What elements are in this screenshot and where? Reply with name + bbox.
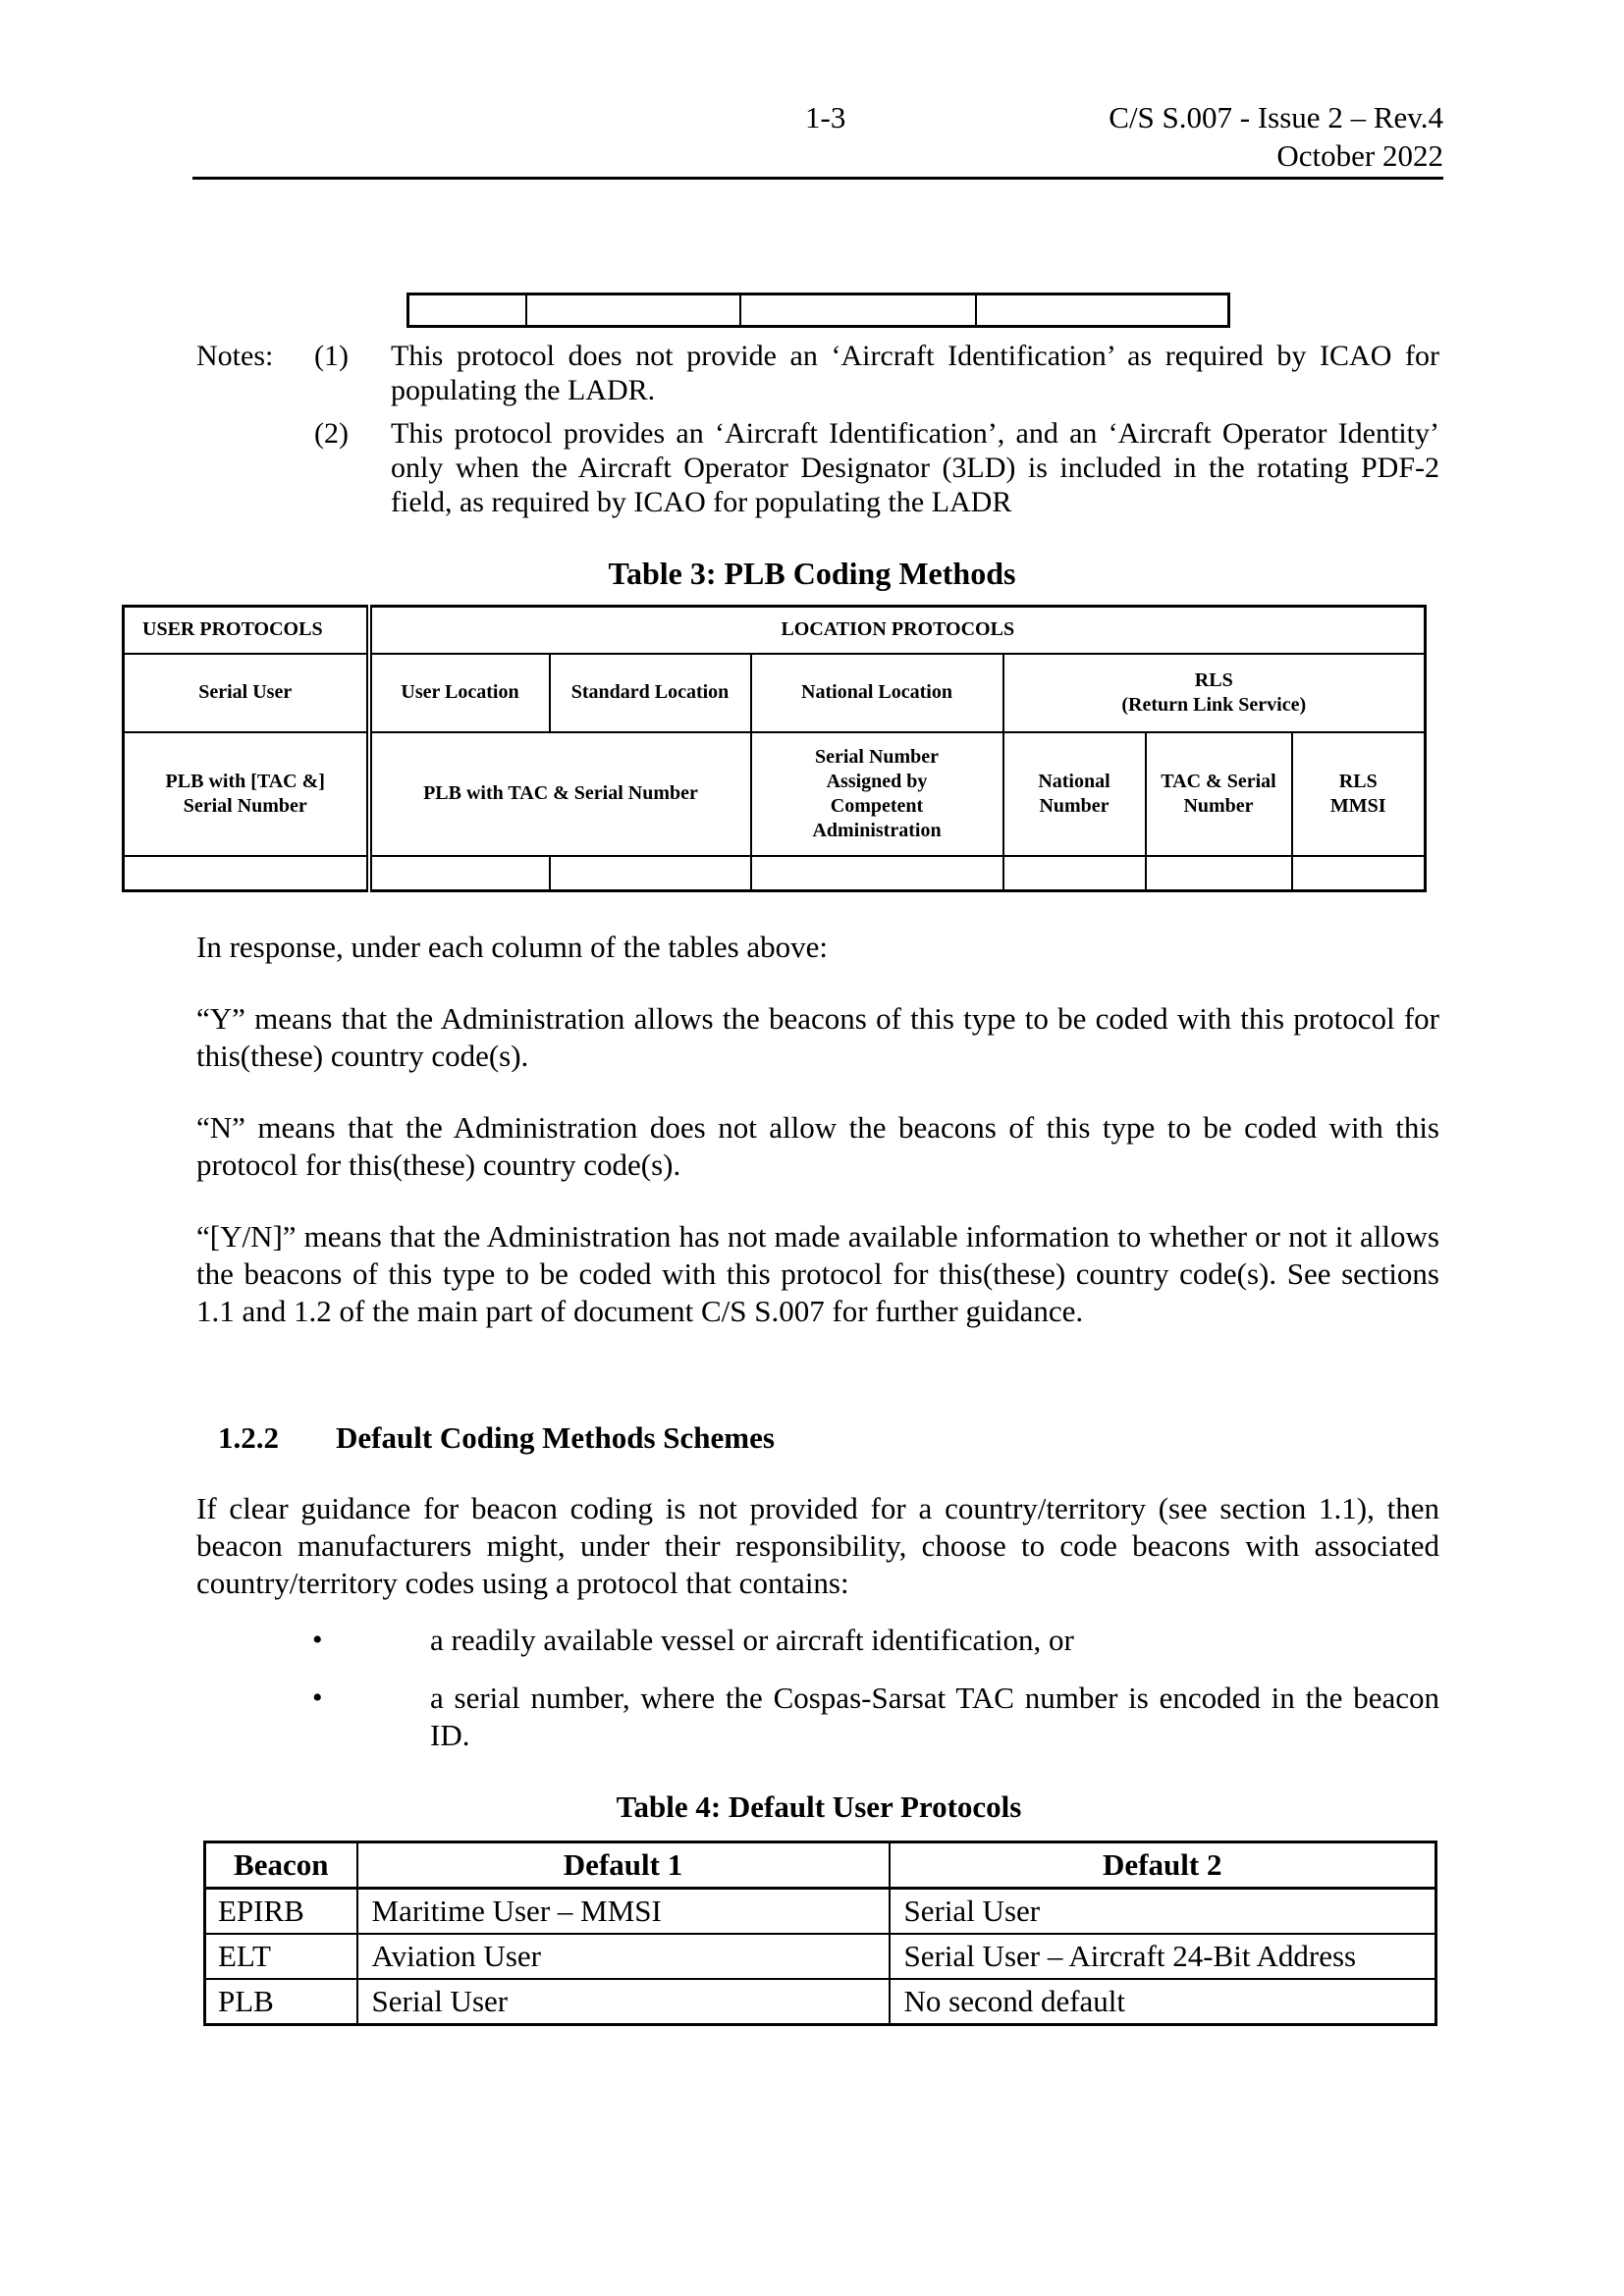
table-cell: No second default bbox=[890, 1979, 1436, 2025]
table-cell: Serial User – Aircraft 24-Bit Address bbox=[890, 1934, 1436, 1979]
plb-with-tac-cell: PLB with TAC & Serial Number bbox=[369, 732, 751, 856]
header-rule bbox=[192, 177, 1443, 180]
rls-subtitle: (Return Link Service) bbox=[1121, 693, 1307, 716]
table-4-caption: Table 4: Default User Protocols bbox=[616, 1789, 1022, 1824]
bullet-1-text: a readily available vessel or aircraft identification, or bbox=[430, 1623, 1074, 1657]
table-cell: Aviation User bbox=[357, 1934, 890, 1979]
document-id: C/S S.007 - Issue 2 – Rev.4 bbox=[1109, 100, 1443, 134]
section-title: Default Coding Methods Schemes bbox=[336, 1420, 775, 1455]
response-y: “Y” means that the Administration allows the beacons of this type to be coded with this protocol for this(these) country code(s). bbox=[196, 1001, 1439, 1073]
user-location-header: User Location bbox=[369, 654, 550, 732]
section-intro: If clear guidance for beacon coding is not provided for a country/territory (see section 1.1), then beacon manufacturers might, under their responsibility, choose to code beacons with associated country/territory codes using a protocol that contains: bbox=[196, 1491, 1439, 1600]
table-cell: EPIRB bbox=[205, 1889, 357, 1935]
notes-label: Notes: bbox=[196, 340, 274, 372]
continued-table-fragment bbox=[406, 293, 1230, 328]
rls-header bbox=[1003, 654, 1426, 732]
plb-coding-methods-table bbox=[122, 605, 1427, 892]
table-row bbox=[205, 1934, 1436, 1979]
response-n: “N” means that the Administration does not allow the beacons of this type to be coded with this protocol for this(these) country code(s). bbox=[196, 1110, 1439, 1182]
document-date: October 2022 bbox=[1276, 138, 1443, 173]
plb-tac-serial-cell: PLB with [TAC &] Serial Number bbox=[124, 732, 369, 856]
user-protocols-header: USER PROTOCOLS bbox=[124, 607, 369, 654]
table-cell: Serial User bbox=[357, 1979, 890, 2025]
column-header: Beacon bbox=[205, 1842, 357, 1889]
page-number: 1-3 bbox=[805, 100, 846, 134]
table-row bbox=[205, 1979, 1436, 2025]
table-row bbox=[205, 1889, 1436, 1935]
national-location-header: National Location bbox=[751, 654, 1003, 732]
table-row bbox=[408, 294, 1229, 327]
tac-serial-cell: TAC & Serial Number bbox=[1146, 732, 1292, 856]
table-row bbox=[124, 607, 1426, 654]
note-2-text: This protocol provides an ‘Aircraft Identification’, and an ‘Aircraft Operator Identity’ only when the Aircraft Operator Designator (3LD) is included in the rotating PDF-2 field, as required by ICAO for populating the LADR bbox=[391, 417, 1439, 518]
table-row bbox=[124, 654, 1426, 732]
standard-location-header: Standard Location bbox=[550, 654, 751, 732]
bullet-symbol: • bbox=[312, 1624, 323, 1656]
section-number: 1.2.2 bbox=[218, 1420, 279, 1455]
note-1-number: (1) bbox=[314, 340, 349, 372]
table-cell: ELT bbox=[205, 1934, 357, 1979]
national-number-cell: National Number bbox=[1003, 732, 1146, 856]
table-row bbox=[205, 1842, 1436, 1889]
response-yn: “[Y/N]” means that the Administration has not made available information to whether or not it allows the beacons of this type to be coded with this protocol for this(these) country code(s). See sections 1.1 and 1.2 of the main part of document C/S S.007 for further guidance. bbox=[196, 1219, 1439, 1328]
note-1-text: This protocol does not provide an ‘Aircraft Identification’ as required by ICAO for populating the LADR. bbox=[391, 340, 1439, 406]
response-intro: In response, under each column of the tables above: bbox=[196, 930, 829, 964]
column-header: Default 1 bbox=[357, 1842, 890, 1889]
table-3-caption: Table 3: PLB Coding Methods bbox=[608, 556, 1016, 591]
table-cell: Maritime User – MMSI bbox=[357, 1889, 890, 1935]
table-cell: PLB bbox=[205, 1979, 357, 2025]
rls-title: RLS bbox=[1194, 668, 1233, 691]
column-header: Default 2 bbox=[890, 1842, 1436, 1889]
bullet-symbol: • bbox=[312, 1682, 323, 1714]
note-2-number: (2) bbox=[314, 417, 349, 450]
serial-user-header: Serial User bbox=[124, 654, 369, 732]
serial-assigned-cell: Serial Number Assigned by Competent Administration bbox=[751, 732, 1003, 856]
table-row bbox=[124, 856, 1426, 891]
table-row bbox=[124, 732, 1426, 856]
bullet-2-text: a serial number, where the Cospas-Sarsat TAC number is encoded in the beacon ID. bbox=[430, 1681, 1439, 1752]
location-protocols-header: LOCATION PROTOCOLS bbox=[369, 607, 1426, 654]
rls-mmsi-cell: RLS MMSI bbox=[1292, 732, 1426, 856]
table-cell: Serial User bbox=[890, 1889, 1436, 1935]
default-user-protocols-table bbox=[203, 1841, 1437, 2026]
